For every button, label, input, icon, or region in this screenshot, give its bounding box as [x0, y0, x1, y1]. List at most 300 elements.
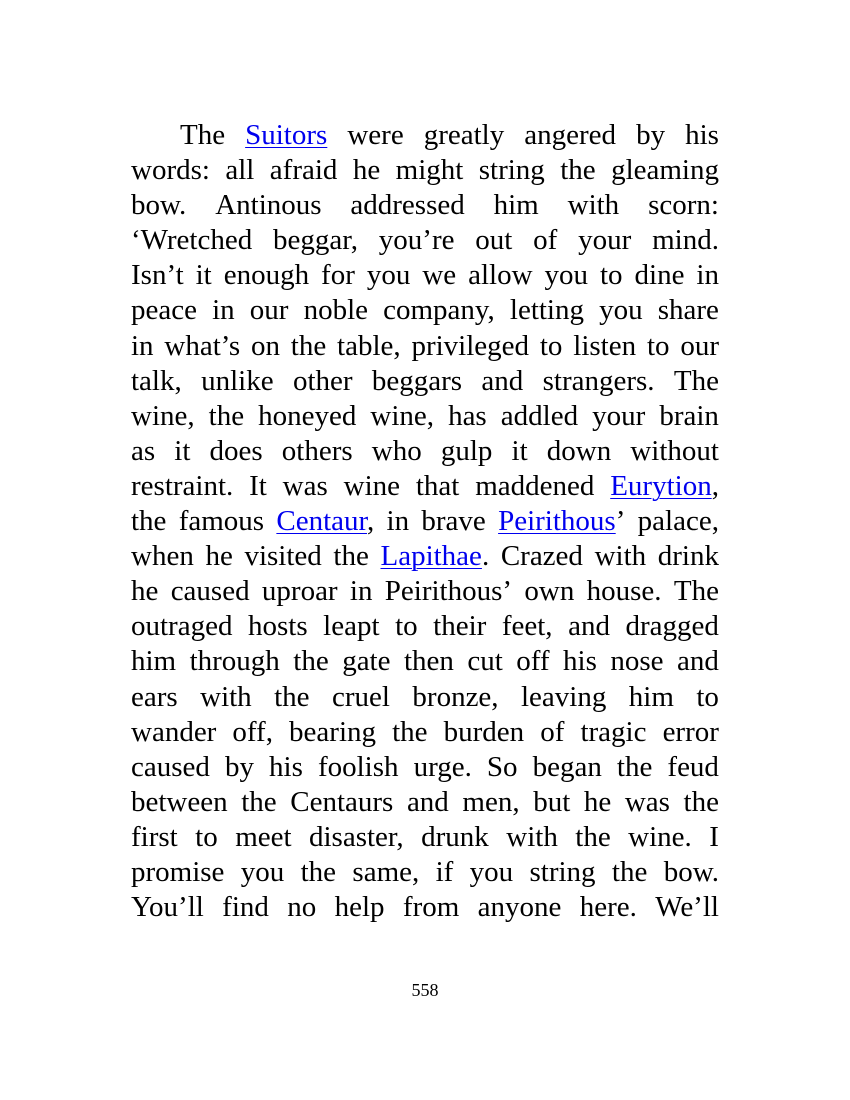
- word: [321, 258, 355, 293]
- text-segment: visited: [244, 540, 322, 573]
- text-segment: enough: [223, 259, 310, 292]
- text-segment: ears: [131, 680, 178, 713]
- text-segment: without: [630, 434, 719, 467]
- word: [468, 258, 532, 293]
- text-segment: who: [371, 434, 422, 467]
- word: [436, 855, 454, 890]
- word: [664, 855, 719, 890]
- text-segment: his: [269, 750, 303, 783]
- word: [131, 504, 166, 539]
- text-segment: of: [540, 715, 565, 748]
- word: [563, 644, 597, 679]
- text-segment: gulp: [440, 434, 493, 467]
- word: [335, 890, 385, 925]
- text-segment: feet,: [501, 610, 553, 643]
- text-segment: error: [662, 715, 719, 748]
- text-line: [131, 609, 719, 644]
- text-segment: talk,: [131, 364, 182, 397]
- text-segment: no: [287, 891, 317, 924]
- word: [289, 715, 376, 750]
- word: [659, 399, 719, 434]
- text-segment: addressed: [350, 189, 465, 222]
- word: [407, 785, 449, 820]
- word: [323, 609, 379, 644]
- word: [232, 715, 273, 750]
- text-segment: same,: [352, 855, 420, 888]
- word: [680, 329, 719, 364]
- text-segment: the: [293, 645, 329, 678]
- word: [131, 188, 186, 223]
- text-segment: find: [222, 891, 269, 924]
- text-segment: ’: [615, 505, 626, 538]
- text-line: [131, 855, 719, 890]
- text-segment: then: [403, 645, 454, 678]
- text-line: [131, 364, 719, 399]
- word: [580, 715, 646, 750]
- text-segment: bronze,: [412, 680, 499, 713]
- text-segment: he: [583, 785, 612, 818]
- word: [250, 293, 289, 328]
- word: [403, 890, 459, 925]
- text-line: [131, 890, 719, 925]
- word: [630, 434, 719, 469]
- word: [370, 399, 434, 434]
- word: [131, 820, 178, 855]
- text-segment: by: [224, 750, 254, 783]
- text-segment: with: [594, 540, 647, 573]
- word: [225, 153, 254, 188]
- text-segment: Isn’t: [131, 259, 184, 292]
- word: [530, 855, 596, 890]
- text-segment: Centaurs: [290, 785, 394, 818]
- word: [235, 820, 291, 855]
- word: [209, 399, 244, 434]
- word: [540, 329, 563, 364]
- text-segment: if: [435, 855, 454, 888]
- text-line: [131, 118, 719, 153]
- text-segment: the: [575, 820, 611, 853]
- text-segment: you: [544, 259, 589, 292]
- word: [545, 258, 589, 293]
- link-peirithous[interactable]: Peirithous: [498, 505, 616, 538]
- text-segment: others: [281, 434, 353, 467]
- word: [293, 644, 328, 679]
- text-segment: brave: [421, 505, 486, 538]
- text-segment: the: [616, 750, 653, 783]
- text-segment: brain: [659, 399, 719, 432]
- text-segment: feud: [667, 750, 719, 783]
- word: [258, 399, 356, 434]
- text-segment: wander: [131, 715, 217, 748]
- text-segment: I: [709, 820, 719, 853]
- word: [685, 118, 719, 153]
- text-segment: of: [533, 224, 558, 257]
- word: [411, 329, 529, 364]
- word: [696, 680, 719, 715]
- word: [647, 329, 670, 364]
- text-segment: in: [349, 575, 373, 608]
- text-segment: meet: [235, 820, 292, 853]
- word: [174, 434, 190, 469]
- word: [291, 329, 326, 364]
- text-segment: dine: [634, 259, 685, 292]
- word: [635, 258, 685, 293]
- word: [347, 118, 403, 153]
- word: [344, 469, 400, 504]
- text-segment: from: [402, 891, 460, 924]
- word: [309, 820, 404, 855]
- text-segment: here.: [579, 891, 637, 924]
- text-segment: foolish: [317, 750, 399, 783]
- text-segment: afraid: [269, 154, 338, 187]
- text-segment: string: [478, 154, 545, 187]
- text-line: [131, 820, 719, 855]
- word: [441, 434, 493, 469]
- text-segment: dragged: [625, 610, 719, 643]
- text-segment: by: [636, 119, 666, 151]
- text-segment: you: [240, 855, 285, 888]
- text-segment: It: [249, 469, 267, 502]
- text-segment: privileged: [411, 329, 530, 362]
- text-segment: Crazed: [500, 540, 583, 573]
- text-segment: greatly: [423, 119, 505, 151]
- word: [636, 118, 665, 153]
- word: [201, 364, 274, 399]
- word: [610, 644, 663, 679]
- text-segment: the: [131, 505, 167, 538]
- text-segment: promise: [131, 855, 225, 888]
- text-line: [131, 469, 719, 504]
- text-segment: ,: [711, 469, 719, 502]
- word: [628, 820, 692, 855]
- word: [270, 153, 338, 188]
- word: [625, 785, 670, 820]
- word: [412, 680, 498, 715]
- text-line: [131, 715, 719, 750]
- text-segment: you: [599, 294, 643, 327]
- text-segment: own: [524, 575, 575, 608]
- word: [617, 750, 652, 785]
- word: [540, 715, 564, 750]
- text-segment: company,: [383, 294, 495, 327]
- text-segment: wine,: [131, 399, 195, 432]
- word: [501, 539, 583, 574]
- word: [293, 364, 353, 399]
- text-segment: to: [539, 329, 563, 362]
- word: [273, 223, 358, 258]
- text-segment: men,: [462, 785, 520, 818]
- word: [131, 399, 195, 434]
- text-segment: your: [578, 224, 632, 257]
- word: [350, 188, 464, 223]
- text-segment: the: [611, 855, 648, 888]
- text-segment: Peirithous’: [384, 575, 513, 608]
- word: [205, 539, 232, 574]
- text-segment: the: [290, 329, 327, 362]
- word: [658, 539, 719, 574]
- word: [274, 680, 309, 715]
- text-segment: disaster,: [309, 820, 404, 853]
- word: [332, 680, 390, 715]
- text-segment: it: [174, 434, 191, 467]
- text-segment: you: [366, 259, 411, 292]
- text-segment: Antinous: [215, 189, 322, 222]
- text-segment: might: [395, 154, 464, 187]
- text-segment: beggar,: [273, 224, 358, 257]
- text-segment: help: [334, 891, 385, 924]
- word: [318, 750, 399, 785]
- text-segment: peace: [131, 294, 197, 327]
- word: [575, 820, 610, 855]
- text-segment: he: [205, 540, 233, 573]
- text-segment: him: [493, 189, 539, 222]
- text-segment: nose: [610, 645, 664, 678]
- text-segment: gate: [342, 645, 391, 678]
- word: [533, 785, 570, 820]
- text-segment: bearing: [289, 715, 377, 748]
- text-segment: their: [433, 610, 487, 643]
- word: [337, 329, 401, 364]
- text-segment: he: [352, 154, 381, 187]
- text-segment: you’re: [378, 224, 455, 257]
- word: [568, 609, 610, 644]
- word: [131, 574, 158, 609]
- text-segment: urge.: [413, 750, 472, 783]
- text-segment: to: [696, 680, 719, 713]
- text-segment: him: [628, 680, 674, 713]
- text-segment: first: [131, 820, 178, 853]
- word: [612, 855, 647, 890]
- text-segment: The: [673, 364, 719, 397]
- text-segment: ‘Wretched: [131, 224, 253, 257]
- word: [251, 329, 280, 364]
- word: [709, 820, 719, 855]
- word: [396, 153, 464, 188]
- text-line: [131, 785, 719, 820]
- text-segment: you: [469, 855, 514, 888]
- word: [470, 855, 514, 890]
- word: [674, 574, 719, 609]
- word: [414, 750, 472, 785]
- word: [475, 223, 512, 258]
- text-segment: the: [333, 540, 369, 573]
- word: [696, 258, 719, 293]
- text-segment: was: [282, 469, 328, 502]
- text-segment: bow.: [131, 189, 187, 222]
- word: [383, 293, 495, 328]
- word: [600, 258, 623, 293]
- text-segment: burden: [443, 715, 525, 748]
- word: [380, 539, 489, 574]
- word: [421, 820, 489, 855]
- text-segment: with: [200, 680, 252, 713]
- word: [502, 609, 553, 644]
- text-segment: between: [131, 785, 228, 818]
- text-segment: letting: [509, 294, 584, 327]
- word: [516, 644, 549, 679]
- word: [200, 680, 252, 715]
- word: [131, 293, 197, 328]
- text-segment: him: [131, 645, 177, 678]
- word: [524, 574, 574, 609]
- text-segment: hosts: [248, 610, 308, 643]
- word: [367, 258, 411, 293]
- text-segment: share: [657, 294, 719, 327]
- text-segment: drink: [657, 540, 719, 573]
- word: [342, 644, 390, 679]
- word: [421, 504, 485, 539]
- text-segment: ,: [367, 505, 375, 538]
- word: [448, 399, 487, 434]
- text-line: [131, 644, 719, 679]
- word: [595, 539, 647, 574]
- text-segment: mind.: [652, 224, 719, 257]
- text-segment: unlike: [201, 364, 274, 397]
- text-segment: leapt: [323, 610, 380, 643]
- text-segment: caused: [170, 575, 250, 608]
- word: [433, 609, 486, 644]
- text-line: [131, 153, 719, 188]
- text-segment: other: [292, 364, 353, 397]
- word: [210, 434, 263, 469]
- text-segment: .: [481, 540, 490, 573]
- word: [212, 293, 235, 328]
- word: [677, 644, 719, 679]
- word: [352, 855, 419, 890]
- word: [424, 118, 505, 153]
- word: [547, 434, 611, 469]
- word: [248, 609, 308, 644]
- text-segment: off,: [232, 715, 273, 748]
- word: [131, 750, 210, 785]
- word: [674, 364, 719, 399]
- text-segment: house.: [586, 575, 662, 608]
- text-segment: off: [516, 645, 550, 678]
- word: [372, 364, 462, 399]
- text-segment: palace,: [637, 505, 719, 538]
- link-lapithae[interactable]: Lapithae: [380, 540, 482, 573]
- body-text: [131, 118, 719, 925]
- word: [224, 258, 309, 293]
- text-segment: has: [448, 399, 487, 432]
- text-segment: out: [475, 224, 513, 257]
- text-segment: caused: [131, 750, 210, 783]
- text-segment: leaving: [521, 680, 607, 713]
- text-segment: it: [511, 434, 528, 467]
- text-segment: wine.: [628, 820, 692, 853]
- word: [655, 890, 719, 925]
- text-segment: drunk: [421, 820, 489, 853]
- text-segment: wine: [343, 469, 400, 502]
- link-eurytion[interactable]: Eurytion: [610, 469, 712, 502]
- text-segment: You’ll: [131, 891, 204, 924]
- text-segment: bow.: [663, 855, 719, 888]
- word: [667, 750, 719, 785]
- text-segment: strangers.: [542, 364, 655, 397]
- word: [524, 118, 616, 153]
- text-segment: on: [250, 329, 280, 362]
- word: [282, 434, 353, 469]
- word: [131, 785, 228, 820]
- text-segment: to: [599, 259, 623, 292]
- word: [131, 680, 178, 715]
- text-segment: through: [189, 645, 280, 678]
- word: [498, 504, 625, 539]
- link-centaur[interactable]: Centaur: [276, 505, 368, 538]
- link-suitors[interactable]: Suitors: [245, 119, 328, 151]
- text-segment: words:: [131, 154, 210, 187]
- text-segment: we: [422, 259, 457, 292]
- word: [611, 153, 719, 188]
- text-segment: to: [195, 820, 218, 853]
- word: [479, 153, 545, 188]
- word: [131, 715, 216, 750]
- text-segment: cut: [467, 645, 503, 678]
- text-segment: does: [209, 434, 263, 467]
- text-segment: it: [195, 259, 212, 292]
- text-segment: gleaming: [611, 154, 719, 187]
- text-line: [131, 188, 719, 223]
- text-segment: what’s: [164, 329, 241, 362]
- word: [131, 223, 252, 258]
- word: [584, 785, 611, 820]
- text-segment: and: [481, 364, 524, 397]
- text-segment: for: [321, 259, 355, 292]
- text-segment: in: [212, 294, 235, 327]
- word: [276, 504, 374, 539]
- word: [467, 644, 502, 679]
- word: [190, 644, 280, 679]
- word: [350, 574, 373, 609]
- word: [610, 469, 719, 504]
- text-segment: and: [568, 610, 610, 643]
- word: [478, 890, 562, 925]
- text-segment: his: [685, 119, 719, 151]
- text-line: [131, 574, 719, 609]
- word: [244, 539, 321, 574]
- word: [568, 188, 620, 223]
- word: [372, 434, 422, 469]
- text-segment: down: [546, 434, 612, 467]
- text-line: [131, 504, 719, 539]
- text-segment: noble: [303, 294, 368, 327]
- word: [283, 469, 328, 504]
- word: [241, 855, 285, 890]
- text-segment: The: [180, 119, 226, 151]
- text-line: [131, 539, 719, 574]
- word: [506, 820, 558, 855]
- text-segment: with: [567, 189, 620, 222]
- text-segment: all: [225, 154, 255, 187]
- text-line: [131, 293, 719, 328]
- text-segment: angered: [524, 119, 617, 151]
- word: [416, 469, 460, 504]
- word: [249, 469, 267, 504]
- word: [638, 504, 719, 539]
- text-segment: when: [131, 540, 194, 573]
- word: [131, 609, 232, 644]
- word: [301, 855, 336, 890]
- word: [262, 574, 338, 609]
- word: [422, 258, 456, 293]
- word: [560, 153, 595, 188]
- word: [684, 785, 719, 820]
- text-segment: in: [386, 505, 410, 538]
- text-segment: were: [347, 119, 404, 151]
- word: [533, 223, 557, 258]
- page-number: 558: [411, 980, 439, 1000]
- word: [462, 785, 519, 820]
